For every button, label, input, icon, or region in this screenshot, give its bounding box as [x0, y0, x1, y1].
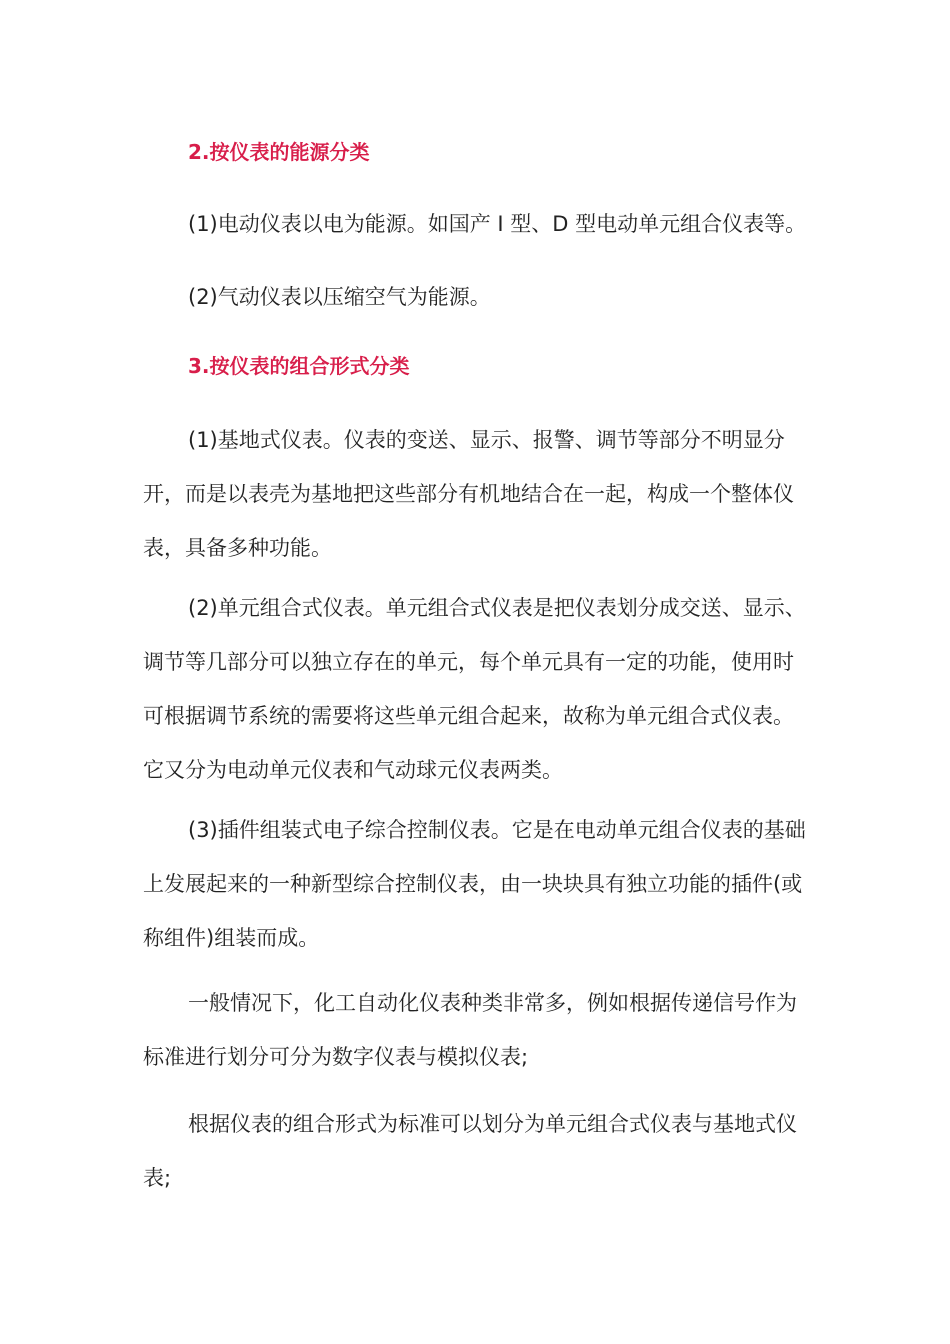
section-heading-energy: 2.按仪表的能源分类 [188, 140, 370, 164]
summary-paragraph-1: 一般情况下，化工自动化仪表种类非常多，例如根据传递信号作为标准进行划分可分为数字仪表与模拟仪表; [143, 991, 797, 1069]
section-heading-combination: 3.按仪表的组合形式分类 [188, 354, 410, 378]
summary-paragraph-2: 根据仪表的组合形式为标准可以划分为单元组合式仪表与基地式仪表; [143, 1112, 797, 1190]
energy-item-1: (1)电动仪表以电为能源。如国产 I 型、D 型电动单元组合仪表等。 [188, 212, 807, 236]
combination-item-2: (2)单元组合式仪表。单元组合式仪表是把仪表划分成交送、显示、调节等几部分可以独立存在的单元，每个单元具有一定的功能，使用时可根据调节系统的需要将这些单元组合起来，故称为单元组合式仪表。它又分为电动单元仪表和气动球元仪表两类。 [143, 596, 806, 782]
combination-item-3: (3)插件组装式电子综合控制仪表。它是在电动单元组合仪表的基础上发展起来的一种新型综合控制仪表，由一块块具有独立功能的插件(或称组件)组装而成。 [143, 818, 806, 950]
energy-item-2: (2)气动仪表以压缩空气为能源。 [188, 285, 491, 309]
combination-item-1: (1)基地式仪表。仪表的变送、显示、报警、调节等部分不明显分开，而是以表壳为基地把这些部分有机地结合在一起，构成一个整体仪表，具备多种功能。 [143, 428, 794, 560]
